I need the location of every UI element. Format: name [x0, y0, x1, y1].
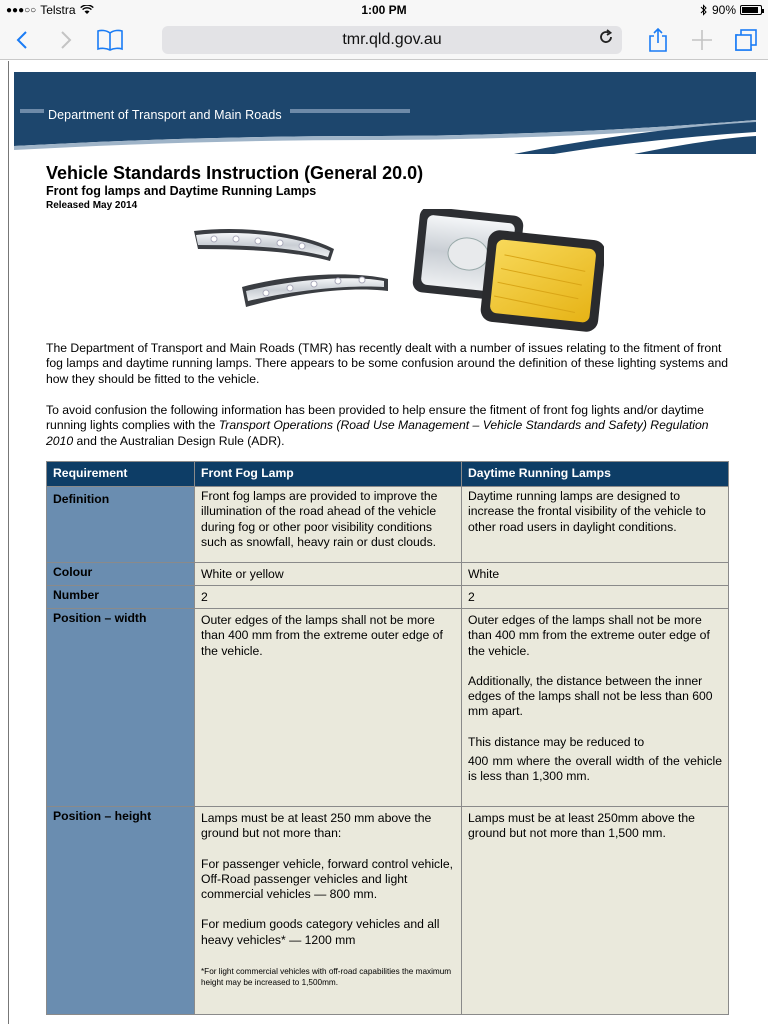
drl-definition: Daytime running lamps are designed to increase the frontal visibility of the vehicle to other road users in daylight conditions. [462, 487, 729, 563]
purpose-paragraph-text: To avoid confusion the following information has been provided to help ensure the fitment of front fog lights and/or daytime running lights complies with the [46, 403, 704, 433]
release-date: Released May 2014 [46, 200, 138, 211]
drl-position-height: Lamps must be at least 250mm above the ground but not more than 1,500 mm. [462, 807, 729, 1015]
purpose-paragraph-end: and the Australian Design Rule (ADR). [73, 433, 285, 448]
table-row [47, 586, 729, 609]
row-label-number: Number [47, 586, 195, 609]
share-icon [648, 27, 668, 53]
forward-button[interactable] [44, 20, 88, 60]
status-right [700, 3, 762, 17]
address-bar[interactable] [162, 26, 622, 54]
row-label-position-width: Position – width [47, 609, 195, 807]
row-label-position-height: Position – height [47, 807, 195, 1015]
spacer [201, 902, 455, 917]
status-left [6, 3, 94, 17]
url-text: tmr.qld.gov.au [342, 30, 442, 48]
bookmarks-button[interactable] [88, 20, 132, 60]
spacer [201, 948, 455, 963]
fog-height-text-3: For medium goods category vehicles and all heavy vehicles* — 1200 mm [201, 917, 440, 947]
carrier-name: Telstra [40, 3, 76, 17]
purpose-paragraph [46, 403, 732, 449]
drl-number: 2 [462, 586, 729, 609]
table-row [47, 807, 729, 1015]
battery-icon [740, 5, 762, 15]
battery-percent: 90% [711, 3, 736, 17]
drl-colour: White [462, 563, 729, 586]
fog-position-width: Outer edges of the lamps shall not be more than 400 mm from the extreme outer edge of the vehicle. [195, 609, 462, 807]
spacer [468, 720, 722, 735]
browser-toolbar [0, 20, 768, 60]
share-button[interactable] [636, 20, 680, 60]
reload-icon [598, 29, 614, 45]
department-banner [14, 72, 756, 154]
row-label-colour: Colour [47, 563, 195, 586]
requirements-table [46, 461, 729, 1015]
intro-paragraph: The Department of Transport and Main Roads (TMR) has recently dealt with a number of issues relating to the fitment of front fog lamps and daytime running lamps. There appears to be some confusion around the definition of these lighting systems and how they should be fitted to the vehicle. [46, 341, 729, 386]
chevron-left-icon [16, 30, 28, 50]
regulation-title: Transport Operations (Road Use Management – Vehicle Standards and Safety) Regulation 2010 [46, 418, 709, 448]
fog-colour: White or yellow [195, 563, 462, 586]
bluetooth-icon [700, 4, 708, 16]
drl-width-text-3b: 400 mm where the overall width of the vehicle is less than 1,300 mm. [468, 754, 722, 784]
table-row [47, 609, 729, 807]
header-front-fog-lamp: Front Fog Lamp [195, 462, 462, 487]
department-name: Department of Transport and Main Roads [48, 108, 282, 122]
spacer [201, 842, 455, 857]
page-title: Vehicle Standards Instruction (General 20.0) [46, 163, 424, 183]
table-row [47, 487, 729, 563]
spacer [468, 659, 722, 674]
table-row [47, 563, 729, 586]
fog-position-height [195, 807, 462, 1015]
drl-lamp-upper [194, 229, 334, 261]
book-icon [96, 29, 124, 51]
wifi-icon [80, 5, 94, 15]
status-bar [0, 0, 768, 20]
back-button[interactable] [0, 20, 44, 60]
fog-definition: Front fog lamps are provided to improve the illumination of the road ahead of the vehicle during fog or other poor visibility conditions such as snowfall, heavy rain or dust clouds. [195, 487, 462, 563]
tabs-icon [734, 28, 758, 52]
new-tab-button[interactable] [680, 20, 724, 60]
chevron-right-icon [60, 30, 72, 50]
fog-height-text-2: For passenger vehicle, forward control vehicle, Off-Road passenger vehicles and light commercial vehicles — 800 mm. [201, 856, 453, 902]
header-daytime-running-lamps: Daytime Running Lamps [462, 462, 729, 487]
drl-width-text-2: Additionally, the distance between the inner edges of the lamps shall not be less than 600 mm apart. [468, 673, 713, 719]
page-subtitle: Front fog lamps and Daytime Running Lamps [46, 184, 317, 198]
drl-position-width [462, 609, 729, 807]
plus-icon [691, 29, 713, 51]
fog-height-footnote: *For light commercial vehicles with off-road capabilities the maximum height may be increased to 1,500mm. [201, 967, 452, 987]
reload-button[interactable] [598, 29, 614, 50]
table-header-row [47, 462, 729, 487]
tabs-button[interactable] [724, 20, 768, 60]
status-time: 1:00 PM [361, 3, 407, 17]
drl-width-text-1: Outer edges of the lamps shall not be more than 400 mm from the extreme outer edge of the vehicle. [468, 613, 710, 658]
signal-strength-icon: ●●●○○ [6, 4, 37, 16]
lamp-product-image [184, 209, 604, 339]
fog-lamp-yellow [480, 229, 604, 333]
header-requirement: Requirement [47, 462, 195, 487]
row-label-definition: Definition [47, 487, 195, 563]
drl-width-text-3a: This distance may be reduced to [468, 734, 645, 749]
fog-number: 2 [195, 586, 462, 609]
drl-lamp-lower [242, 274, 388, 307]
document-page [8, 61, 766, 1024]
fog-height-text-1: Lamps must be at least 250 mm above the ground but not more than: [201, 811, 432, 841]
